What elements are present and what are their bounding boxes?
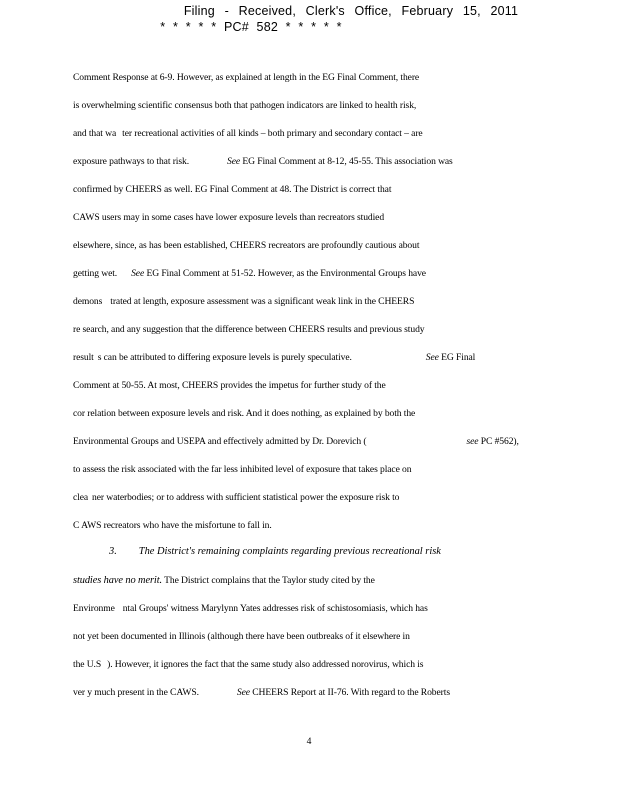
body-line: CAWS users may in some cases have lower exposure levels than recreators studied: [73, 212, 385, 223]
pc-number-line: * * * * * PC# 582 * * * * *: [160, 20, 342, 34]
section-heading: [109, 546, 441, 557]
body-line: Environmental Groups and USEPA and effectively admitted by Dr. Dorevich ( see PC #562),: [73, 436, 519, 447]
body-line: re search, and any suggestion that the difference between CHEERS results and previous study: [73, 324, 425, 335]
body-line: elsewhere, since, as has been established, CHEERS recreators are profoundly cautious about: [73, 240, 420, 251]
body-line: to assess the risk associated with the far less inhibited level of exposure that takes place on: [73, 464, 412, 475]
body-line: and that wa ter recreational activities of all kinds – both primary and secondary contact – are: [73, 128, 423, 139]
filing-stamp-line: Filing - Received, Clerk's Office, February 15, 2011: [183, 4, 519, 18]
body-line: Environme ntal Groups' witness Marylynn Yates addresses risk of schistosomiasis, which has: [73, 603, 428, 614]
body-line: Comment at 50-55. At most, CHEERS provides the impetus for further study of the: [73, 380, 386, 391]
body-line: the U.S ). However, it ignores the fact that the same study also addressed norovirus, which is: [73, 659, 424, 670]
section-number: 3.: [109, 546, 117, 557]
body-line: clea ner waterbodies; or to address with sufficient statistical power the exposure risk to: [73, 492, 400, 503]
body-line: C AWS recreators who have the misfortune to fall in.: [73, 520, 272, 531]
body-line: demons trated at length, exposure assessment was a significant weak link in the CHEERS: [73, 296, 415, 307]
section-title: The District's remaining complaints regarding previous recreational risk: [138, 546, 441, 557]
body-line: confirmed by CHEERS as well. EG Final Comment at 48. The District is correct that: [73, 184, 392, 195]
body-line: not yet been documented in Illinois (although there have been outbreaks of it elsewhere in: [73, 631, 410, 642]
body-line: exposure pathways to that risk. See EG Final Comment at 8-12, 45-55. This association was: [73, 156, 453, 167]
body-line: studies have no merit. The District complains that the Taylor study cited by the: [73, 575, 375, 586]
body-line: is overwhelming scientific consensus both that pathogen indicators are linked to health risk,: [73, 100, 417, 111]
body-line: cor relation between exposure levels and risk. And it does nothing, as explained by both the: [73, 408, 416, 419]
body-line: Comment Response at 6-9. However, as explained at length in the EG Final Comment, there: [73, 72, 420, 83]
body-line: result s can be attributed to differing exposure levels is purely speculative. See EG Final: [73, 352, 476, 363]
page-number: 4: [306, 736, 312, 747]
body-line: getting wet. See EG Final Comment at 51-52. However, as the Environmental Groups have: [73, 268, 426, 279]
body-line: ver y much present in the CAWS. See CHEERS Report at II-76. With regard to the Roberts: [73, 687, 450, 698]
